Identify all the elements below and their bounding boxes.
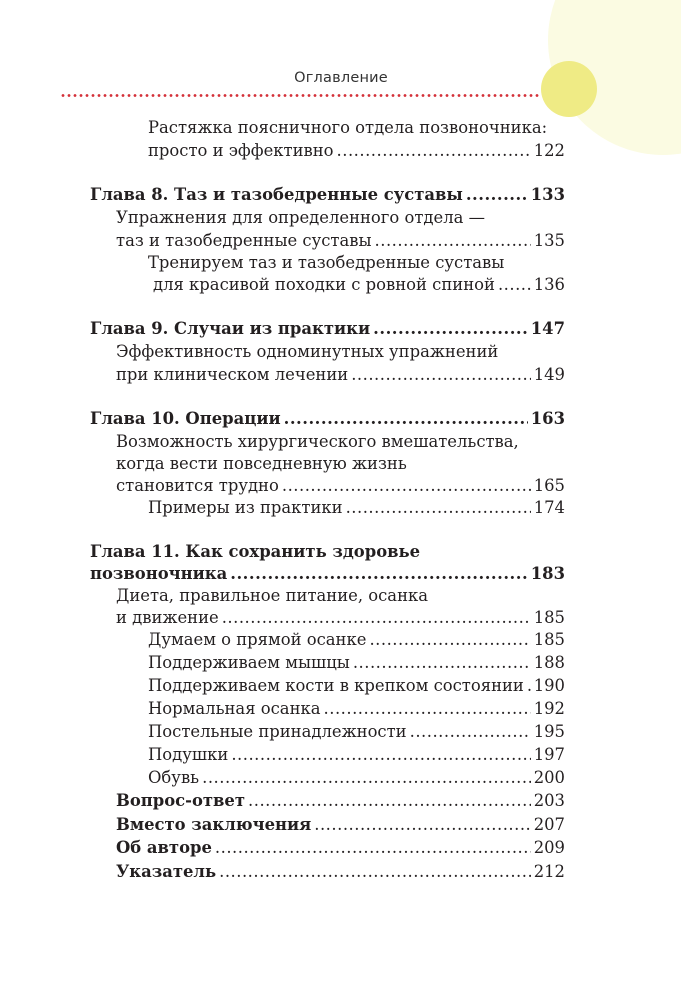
toc-entry-title: Нормальная осанка	[148, 699, 321, 718]
toc-leader	[527, 674, 531, 698]
toc-page-number: 122	[533, 141, 565, 160]
toc-page-number: 203	[533, 791, 565, 810]
toc-leader	[373, 317, 528, 341]
toc-entry	[116, 860, 565, 884]
toc-chapter-title: Глава 10. Операции	[90, 409, 281, 428]
toc-chapter	[90, 183, 565, 207]
toc-entry	[148, 139, 565, 163]
toc-page-number: 163	[530, 409, 565, 428]
toc-page-number: 147	[530, 319, 565, 338]
toc-chapter	[90, 562, 565, 586]
toc-entry-line: когда вести повседневную жизнь	[116, 454, 407, 473]
toc-page-number: 197	[533, 745, 565, 764]
toc-leader	[230, 562, 528, 586]
toc-page-number: 212	[533, 862, 565, 881]
toc-entry	[116, 363, 565, 387]
toc-leader	[351, 363, 531, 387]
toc-chapter	[90, 317, 565, 341]
toc-entry-line: Упражнения для определенного отдела —	[116, 208, 485, 227]
toc-entry-title: Обувь	[148, 768, 200, 787]
toc-leader	[202, 766, 531, 790]
toc-leader	[375, 229, 531, 253]
toc-entry-title: Вопрос-ответ	[116, 791, 246, 810]
toc-leader	[222, 606, 531, 630]
toc-entry	[148, 628, 565, 652]
toc-entry-title: просто и эффективно	[148, 141, 334, 160]
toc-entry	[148, 743, 565, 767]
toc-chapter-title: позвоночника	[90, 564, 228, 583]
toc-entry	[116, 813, 565, 837]
toc-page-number: 183	[530, 564, 565, 583]
toc-chapter	[90, 407, 565, 431]
toc-page-number: 165	[533, 476, 565, 495]
toc-leader	[324, 697, 531, 721]
toc-page-number: 149	[533, 365, 565, 384]
toc-entry-title: Поддерживаем мышцы	[148, 653, 350, 672]
toc-leader	[248, 789, 531, 813]
toc-entry-title: при клиническом лечении	[116, 365, 349, 384]
toc-entry-title: таз и тазобедренные суставы	[116, 231, 372, 250]
toc-page-number: 195	[533, 722, 565, 741]
toc-entry	[148, 674, 565, 698]
toc-leader	[498, 273, 531, 297]
toc-entry	[116, 836, 565, 860]
toc-page-number: 185	[533, 630, 565, 649]
toc-entry	[116, 229, 565, 253]
toc-leader	[314, 813, 530, 837]
toc-leader	[284, 407, 528, 431]
toc-entry	[148, 651, 565, 675]
page-header: Оглавление	[294, 70, 388, 86]
toc-page-number: 209	[533, 838, 565, 857]
toc-entry-line: Растяжка поясничного отдела позвоночника:	[148, 118, 548, 137]
toc-page-number: 190	[533, 676, 565, 695]
toc-leader	[337, 139, 531, 163]
toc-entry-title: Указатель	[116, 862, 217, 881]
toc-entry	[148, 697, 565, 721]
toc-entry-title: Постельные принадлежности	[148, 722, 407, 741]
toc-entry-title: становится трудно	[116, 476, 279, 495]
toc-entry-line: Возможность хирургического вмешательства,	[116, 432, 519, 451]
toc-page-number: 133	[530, 185, 565, 204]
toc-entry	[116, 606, 565, 630]
toc-page-number: 188	[533, 653, 565, 672]
toc-entry-title: Примеры из практики	[148, 498, 343, 517]
toc-leader	[282, 474, 531, 498]
toc-leader	[231, 743, 530, 767]
toc-entry-title: Думаем о прямой осанке	[148, 630, 367, 649]
toc-entry-title: и движение	[116, 608, 219, 627]
toc-leader	[353, 651, 531, 675]
toc-entry	[148, 496, 565, 520]
toc-page-number: 200	[533, 768, 565, 787]
toc-entry	[116, 789, 565, 813]
toc-page-number: 192	[533, 699, 565, 718]
toc-entry-title: Подушки	[148, 745, 229, 764]
toc-leader	[346, 496, 531, 520]
toc-entry-line: Тренируем таз и тазобедренные суставы	[148, 253, 505, 272]
toc-entry	[153, 273, 565, 297]
toc-chapter-title: Глава 9. Случаи из практики	[90, 319, 371, 338]
toc-entry-title: Об авторе	[116, 838, 212, 857]
toc-entry-line: Эффективность одноминутных упражнений	[116, 342, 499, 361]
toc-leader	[219, 860, 531, 884]
toc-entry	[116, 474, 565, 498]
toc-leader	[369, 628, 530, 652]
toc-chapter-line: Глава 11. Как сохранить здоровье	[90, 542, 421, 561]
toc-entry-title: Вместо заключения	[116, 815, 312, 834]
toc-page-number: 185	[533, 608, 565, 627]
toc-leader	[410, 720, 531, 744]
toc-leader	[466, 183, 528, 207]
toc-page-number: 135	[533, 231, 565, 250]
toc-leader	[215, 836, 531, 860]
toc-chapter-title: Глава 8. Таз и тазобедренные суставы	[90, 185, 463, 204]
toc-entry	[148, 766, 565, 790]
toc-page-number: 174	[533, 498, 565, 517]
toc-entry	[148, 720, 565, 744]
toc-entry-title: для красивой походки с ровной спиной	[153, 275, 495, 294]
toc-entry-line: Диета, правильное питание, осанка	[116, 586, 429, 605]
toc-page-number: 207	[533, 815, 565, 834]
toc-page-number: 136	[533, 275, 565, 294]
toc-entry-title: Поддерживаем кости в крепком состоянии	[148, 676, 524, 695]
